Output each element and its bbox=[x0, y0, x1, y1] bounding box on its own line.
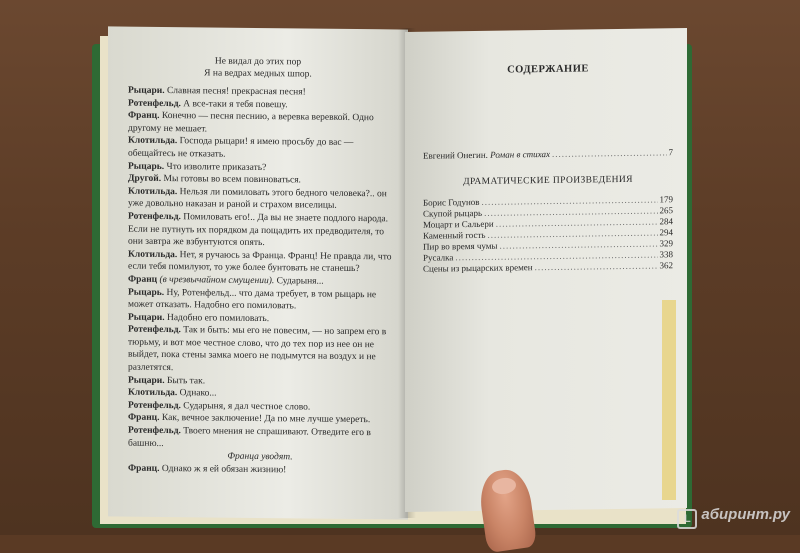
speech-text: Славная песня! прекрасная песня! bbox=[164, 86, 306, 98]
speaker-name: Франц. bbox=[128, 463, 160, 474]
dialogue-line bbox=[128, 324, 392, 377]
speaker-name: Клотильда. bbox=[128, 186, 178, 197]
toc-entry-subtitle: Роман в стихах bbox=[487, 148, 550, 160]
dialogue-line bbox=[128, 425, 392, 453]
speech-text: Однако ж я ей обязан жизнию! bbox=[159, 463, 287, 476]
speech-text: Сударыня, я дал честное слово. bbox=[180, 401, 311, 413]
toc-entry-name: Каменный гость bbox=[423, 229, 486, 241]
speaker-name: Другой. bbox=[128, 173, 162, 185]
speaker-name: Рыцари. bbox=[128, 375, 165, 386]
toc-entry bbox=[423, 260, 673, 274]
toc-entry-page: 329 bbox=[659, 238, 673, 249]
speech-text: А все-таки я тебя повешу. bbox=[180, 98, 288, 110]
toc-section-heading: ДРАМАТИЧЕСКИЕ ПРОИЗВЕДЕНИЯ bbox=[463, 174, 633, 188]
speaker-name: Ротенфельд. bbox=[128, 211, 181, 223]
speaker-name: Франц. bbox=[128, 110, 160, 122]
watermark bbox=[677, 506, 790, 529]
toc-entry-page: 284 bbox=[659, 216, 673, 227]
toc-entry-list bbox=[423, 194, 673, 274]
toc-entry-page: 7 bbox=[668, 147, 673, 158]
verse bbox=[108, 54, 408, 81]
speaker-name: Клотильда. bbox=[128, 387, 178, 399]
toc-leader-dots bbox=[535, 260, 658, 273]
toc-entry-name: Скупой рыцарь bbox=[423, 207, 483, 219]
dialogue-line bbox=[128, 135, 392, 163]
table-of-contents bbox=[405, 62, 687, 275]
speech-text: Мы готовы во всем повиноваться. bbox=[161, 174, 301, 186]
toc-entry-page: 338 bbox=[659, 249, 673, 260]
dialogue-line bbox=[128, 286, 392, 314]
toc-entry-page: 265 bbox=[659, 205, 673, 216]
watermark-logo-icon: L bbox=[677, 509, 697, 529]
toc-entry-page: 362 bbox=[659, 260, 673, 271]
verse-line: Не видал до этих пор bbox=[214, 56, 302, 68]
toc-entry-name: Евгений Онегин. Роман в стихах bbox=[423, 148, 550, 161]
speaker-name: Рыцари. bbox=[128, 85, 165, 97]
dialogue-line bbox=[128, 110, 392, 138]
stage-note: (в чрезвычайном смущении). bbox=[157, 274, 275, 287]
dialogue-line bbox=[128, 462, 392, 477]
speaker-name: Клотильда. bbox=[128, 136, 178, 147]
toc-entry-name: Моцарт и Сальери bbox=[423, 218, 494, 230]
toc-entry-page: 179 bbox=[659, 194, 673, 205]
right-page bbox=[405, 28, 687, 512]
dialogue-line bbox=[128, 185, 392, 213]
speech-text: Господа рыцари! я имею просьбу до вас — обещайтесь не отказать. bbox=[128, 136, 354, 160]
speech-text: Что изволите приказать? bbox=[164, 161, 267, 173]
left-page bbox=[108, 26, 408, 519]
toc-entry bbox=[423, 147, 673, 161]
speaker-name: Ротенфельд. bbox=[128, 400, 181, 412]
toc-entry-name: Борис Годунов bbox=[423, 196, 480, 208]
speech-text: Надобно его помиловать. bbox=[164, 312, 270, 324]
speech-text: Помиловать его!.. Да вы не знаете подлого народа. Если не путнуть их порядком да пощадить их предводителя, то они завтра же взбунтуются опять. bbox=[128, 212, 388, 249]
watermark-text: абиринт.ру bbox=[701, 506, 790, 523]
speech-text: Быть так. bbox=[164, 375, 206, 387]
toc-title: СОДЕРЖАНИЕ bbox=[507, 63, 589, 76]
speech-text: Твоего мнения не спрашивают. Отведите его в башню... bbox=[128, 426, 371, 449]
speaker-name: Франц. bbox=[128, 413, 160, 424]
speaker-name: Ротенфельд. bbox=[128, 324, 181, 336]
dialogue-text bbox=[108, 78, 408, 478]
toc-entry-page: 294 bbox=[659, 227, 673, 238]
dialogue-line bbox=[128, 248, 392, 276]
speaker-name: Ротенфельд. bbox=[128, 425, 181, 437]
toc-entry-name: Пир во время чумы bbox=[423, 240, 498, 252]
speech-text: Так и быть: мы его не повесим, — но запрем его в тюрьму, и вот мое честное слово, что до тех пор из нее он не выйдет, пока стены замка моего не подымутся на воздух и не разлетятся. bbox=[128, 325, 387, 374]
speech-text: Сударыня... bbox=[274, 276, 324, 287]
speech-text: Как, вечное заключение! Да по мне лучше умереть. bbox=[159, 413, 371, 426]
speech-text: Нет, я ручаюсь за Франца. Франц! Не правда ли, что если тебя помилуют, то уже более бунтовать не станешь? bbox=[128, 249, 392, 275]
speech-text: Конечно — песня песнию, а веревка веревкой. Одно другому не мешает. bbox=[128, 111, 374, 135]
stage-direction: Франца уводят. bbox=[227, 451, 293, 463]
toc-entry-name: Русалка bbox=[423, 252, 454, 263]
toc-leader-dots bbox=[552, 147, 667, 160]
speaker-name: Клотильда. bbox=[128, 249, 178, 260]
toc-entry-name: Сцены из рыцарских времен bbox=[423, 262, 533, 274]
speaker-name: Рыцарь. bbox=[128, 287, 165, 298]
speaker-name: Рыцарь. bbox=[128, 161, 165, 172]
speech-text: Однако... bbox=[177, 388, 217, 399]
speech-text: Ну, Ротенфельд... что дама требует, в том рыцарь не может отказать. Надобно его помиловать. bbox=[128, 287, 377, 312]
speaker-name: Ротенфельд. bbox=[128, 98, 181, 109]
speech-text: Нельзя ли помиловать этого бедного человека?.. он уже довольно наказан и раной и страхом виселицы. bbox=[128, 186, 387, 212]
dialogue-line bbox=[128, 211, 392, 252]
speaker-name: Рыцари. bbox=[128, 312, 165, 323]
verse-line: Я на ведрах медных шпор. bbox=[204, 68, 312, 80]
speaker-name: Франц bbox=[128, 274, 158, 285]
bookmark-edge bbox=[662, 300, 676, 500]
